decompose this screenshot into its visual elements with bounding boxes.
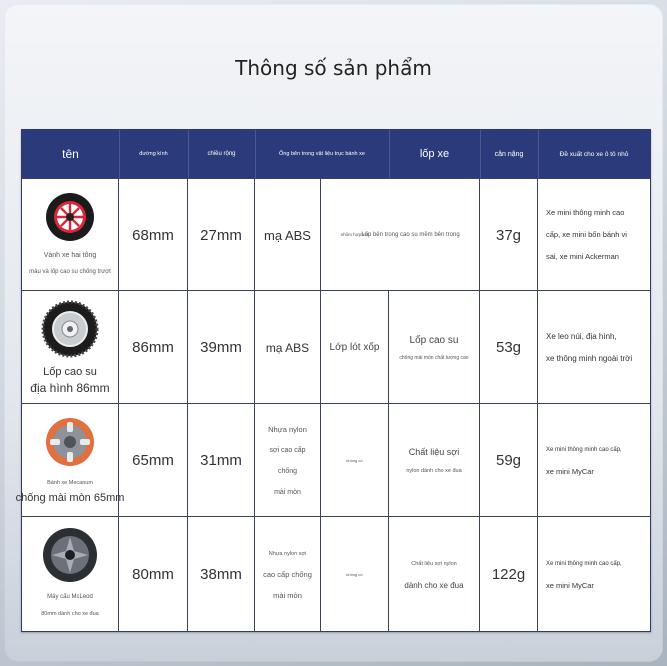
hub-line: Nhựa nylon sợi [268, 550, 307, 557]
hub-line: Nhựa nylon [268, 424, 307, 434]
rec-line: Xe mini thông minh cao cấp, [546, 446, 622, 453]
product-name-line1: Máy cấu McLeod [47, 593, 93, 600]
weight-cell: 37g [480, 179, 538, 291]
hub-line: mài mòn [273, 590, 302, 600]
width-cell: 27mm [188, 179, 255, 291]
recommendation-cell [538, 517, 650, 632]
header-name: tên [22, 130, 120, 178]
rec-line: xe mini MyCar [546, 466, 594, 476]
product-name-line2: 80mm dành cho xe đua [41, 610, 99, 617]
diameter-cell: 68mm [119, 179, 188, 291]
offroad-rubber-tire-icon [41, 300, 99, 358]
name-cell [22, 291, 119, 404]
header-diameter: đường kính [119, 130, 189, 178]
product-name-line1: Bánh xe Mecanum [47, 479, 93, 486]
header-weight: cân nặng [480, 130, 539, 178]
recommendation-cell [538, 291, 650, 404]
red-spoke-wheel-icon [44, 191, 96, 243]
table-header [22, 130, 650, 178]
diameter-cell: 86mm [119, 291, 188, 404]
rec-line: cấp, xe mini bốn bánh vi [546, 230, 627, 239]
tire-cell [389, 404, 480, 517]
page-title: Thông số sản phẩm [235, 56, 432, 80]
weight-cell: 122g [480, 517, 538, 632]
mcleod-wheel-icon [41, 526, 99, 584]
tire-line: nylon dành cho xe đua [406, 467, 462, 474]
rec-line: Xe mini thông minh cao [546, 208, 625, 217]
tire-cell: Lốp bên trong cao su mềm bên trong [342, 179, 480, 291]
tire-cell [389, 517, 480, 632]
rec-line: sai, xe mini Ackerman [546, 252, 619, 261]
weight-cell: 53g [480, 291, 538, 404]
header-width: chiều rộng [188, 130, 256, 178]
rec-line: xe thông minh ngoài trời [546, 353, 633, 363]
tire-line: Lốp cao su [409, 334, 459, 346]
table-row [22, 290, 650, 404]
hub-cell: mạ ABS [255, 179, 321, 291]
rec-line: Xe mini thông minh cao cấp, [546, 560, 622, 567]
hub-cell [255, 404, 321, 517]
hub-line: cao cấp chống [263, 569, 312, 579]
tube-cell: không có [321, 517, 389, 632]
rec-line: Xe leo núi, địa hình, [546, 331, 617, 341]
tire-line: chống mài mòn chất lượng cao [399, 354, 469, 361]
spec-table [15, 129, 651, 632]
hub-line: mài mòn [274, 488, 301, 496]
product-name-line1: Lốp cao su [43, 365, 97, 378]
hub-cell [255, 517, 321, 632]
header-hub-material: Ống bên trong vật liệu trục bánh xe [255, 130, 390, 178]
product-name-line1: Vành xe hai tông [43, 252, 97, 259]
mecanum-wheel-icon [44, 416, 96, 468]
hub-line: sợi cao cấp chống [269, 446, 306, 475]
tube-cell: không có [321, 404, 389, 517]
header-recommendation: Đề xuất cho xe ô tô nhỏ [559, 150, 629, 158]
weight-cell: 59g [480, 404, 538, 517]
hub-cell: mạ ABS [255, 291, 321, 404]
table-row [15, 403, 650, 517]
product-name-line2: màu và lốp cao su chống trượt [29, 269, 111, 275]
width-cell: 38mm [188, 517, 255, 632]
tire-line: Chất liệu sợi [408, 446, 460, 457]
diameter-cell: 80mm [119, 517, 188, 632]
recommendation-cell [538, 404, 650, 517]
name-cell [22, 179, 119, 291]
name-cell [15, 404, 125, 517]
tube-cell: nhôm hợp kim [340, 232, 370, 237]
table-row [22, 516, 650, 632]
tire-line: dành cho xe đua [404, 580, 464, 590]
header-tire: lốp xe [389, 130, 481, 178]
table-row [22, 178, 650, 291]
width-cell: 31mm [188, 404, 255, 517]
tire-line: Chất liệu sợi nylon [411, 560, 457, 567]
tire-cell [389, 291, 480, 404]
recommendation-cell [538, 179, 650, 291]
tube-cell: Lớp lót xốp [321, 291, 389, 404]
product-name-line2: địa hình 86mm [30, 380, 110, 395]
name-cell [22, 517, 119, 632]
product-name-line2: chống mài mòn 65mm [15, 491, 125, 504]
diameter-cell: 65mm [119, 404, 188, 517]
rec-line: xe mini MyCar [546, 580, 594, 590]
width-cell: 39mm [188, 291, 255, 404]
